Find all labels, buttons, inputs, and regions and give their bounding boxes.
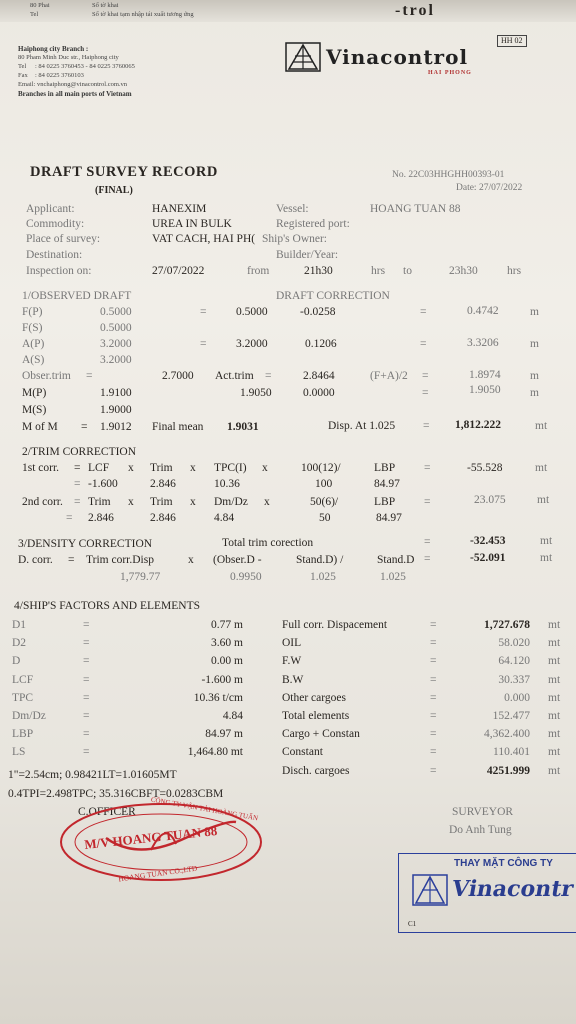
strip-text-b: Tel — [30, 11, 39, 18]
ms-value: 1.9000 — [100, 404, 132, 416]
commodity-label: Commodity: — [26, 218, 85, 230]
eq-sign: = — [420, 338, 427, 350]
factor-label: D2 — [12, 637, 27, 649]
ap-label: A(P) — [22, 338, 45, 350]
trim-corr-disp-label: Trim corr.Disp — [86, 554, 154, 566]
fifty-6-label: 50(6)/ — [310, 496, 339, 508]
unit-mt: mt — [548, 655, 561, 667]
eq-sign: = — [83, 692, 90, 704]
ship-factors-heading: 4/SHIP'S FACTORS AND ELEMENTS — [14, 600, 200, 612]
eq-sign: = — [424, 553, 431, 565]
mp-label: M(P) — [22, 387, 47, 399]
ship-stamp-ring-top: CÔNG TY VẬN TẢI HOÀNG TUẤN — [150, 795, 259, 823]
times-sign: x — [262, 462, 268, 474]
form-code: HH 02 — [497, 35, 527, 47]
unit-mt: mt — [548, 765, 561, 777]
lbp-label: LBP — [374, 462, 396, 474]
to-label: to — [403, 265, 412, 277]
eq-sign: = — [430, 655, 437, 667]
disp-label: Disp. At 1.025 — [328, 420, 396, 432]
unit-mt: mt — [548, 692, 561, 704]
applicant-label: Applicant: — [26, 203, 75, 215]
stand-d-label-2: Stand.D — [377, 554, 415, 566]
eq-sign: = — [423, 420, 430, 432]
factor-value: 10.36 t/cm — [193, 692, 243, 704]
act-trim-label: Act.trim — [215, 370, 254, 382]
from-label: from — [247, 265, 270, 277]
factor-value: 1,464.80 mt — [187, 746, 243, 758]
eq-sign: = — [200, 306, 207, 318]
eq-sign: = — [86, 370, 93, 382]
f-average: 0.5000 — [236, 306, 268, 318]
trim-label: Trim — [88, 496, 111, 508]
factor-label: LBP — [12, 728, 34, 740]
eq-sign: = — [68, 554, 75, 566]
eq-sign: = — [422, 370, 429, 382]
eq-sign: = — [74, 496, 81, 508]
final-mean-value: 1.9031 — [227, 421, 259, 433]
unit-mt: mt — [537, 494, 550, 506]
density-corr-value: -52.091 — [470, 552, 506, 564]
vessel-label: Vessel: — [276, 203, 309, 215]
place-label: Place of survey: — [26, 233, 101, 245]
stand-d-value: 1.025 — [310, 571, 336, 583]
eq-sign: = — [422, 387, 429, 399]
element-value: 4251.999 — [486, 765, 530, 777]
unit-m: m — [530, 338, 539, 350]
element-value: 0.000 — [504, 692, 530, 704]
surveyor-label: SURVEYOR — [452, 806, 514, 818]
factor-value: 0.00 m — [211, 655, 243, 667]
mp-value: 1.9100 — [100, 387, 132, 399]
total-trim-corr-label: Total trim corection — [222, 537, 314, 549]
place-value: VAT CACH, HAI PH( — [152, 233, 256, 245]
lbp-value: 84.97 — [374, 478, 400, 490]
vinacontrol-stamp-logo-icon — [412, 874, 448, 906]
fs-label: F(S) — [22, 322, 43, 334]
ship-owner-label: Ship's Owner: — [262, 233, 328, 245]
fifty-value: 50 — [319, 512, 331, 524]
tpc-label: TPC(I) — [214, 462, 247, 474]
eq-sign: = — [430, 637, 437, 649]
fax-label: Fax — [18, 72, 28, 79]
eq-sign: = — [430, 710, 437, 722]
applicant-value: HANEXIM — [152, 203, 207, 215]
strip-text-e: -trol — [395, 2, 435, 19]
unit-mt: mt — [540, 552, 553, 564]
unit-mt: mt — [548, 728, 561, 740]
vinacontrol-logo-icon — [285, 42, 321, 72]
to-time: 23h30 — [449, 265, 478, 277]
density-correction-heading: 3/DENSITY CORRECTION — [18, 538, 153, 550]
logo-subtitle: HAI PHONG — [428, 70, 472, 76]
ms-label: M(S) — [22, 404, 47, 416]
tpc-value: 10.36 — [214, 478, 240, 490]
top-form-strip — [0, 0, 576, 22]
element-label: OIL — [282, 637, 302, 649]
factor-label: D — [12, 655, 21, 667]
eq-sign: = — [81, 421, 88, 433]
blue-stamp-wordmark: Vinacontr — [449, 876, 576, 902]
blue-stamp-caption: THAY MẶT CÔNG TY — [454, 858, 553, 869]
fax-value: : 84 0225 3760103 — [35, 72, 84, 79]
m-result: 1.9050 — [469, 384, 501, 396]
as-value: 3.2000 — [100, 354, 132, 366]
element-label: Other cargoes — [282, 692, 346, 704]
m-average: 1.9050 — [240, 387, 272, 399]
eq-sign: = — [83, 710, 90, 722]
fs-value: 0.5000 — [100, 322, 132, 334]
eq-sign: = — [74, 478, 81, 490]
times-sign: x — [188, 554, 194, 566]
unit-mt: mt — [548, 746, 561, 758]
branch-address: 80 Pham Minh Duc str., Haiphong city — [18, 54, 119, 61]
unit-mt: mt — [548, 619, 561, 631]
eq-sign: = — [430, 692, 437, 704]
eq-sign: = — [424, 496, 431, 508]
eq-sign: = — [430, 746, 437, 758]
conversion-line-2: 0.4TPI=2.498TPC; 35.316CBFT=0.0283CBM — [8, 788, 224, 800]
document-title: DRAFT SURVEY RECORD — [30, 164, 218, 180]
unit-m: m — [530, 370, 539, 382]
eq-sign: = — [83, 728, 90, 740]
m-of-m-label: M of M — [22, 421, 58, 433]
ship-stamp-name: M/V HOANG TUAN 88 — [83, 823, 218, 852]
ship-stamp-ring-bottom: HOANG TUAN CO.,LTD — [117, 863, 198, 884]
unit-mt: mt — [535, 462, 548, 474]
m-correction: 0.0000 — [303, 387, 335, 399]
record-number: No. 22C03HHGHH00393-01 — [392, 170, 505, 180]
eq-sign: = — [420, 306, 427, 318]
times-sign: x — [190, 496, 196, 508]
as-label: A(S) — [22, 354, 45, 366]
inspection-label: Inspection on: — [26, 265, 92, 277]
trim-value-2a: 2.846 — [88, 512, 114, 524]
blue-stamp-code: C1 — [408, 920, 417, 928]
hundred-12-label: 100(12)/ — [301, 462, 341, 474]
lcf-value: -1.600 — [88, 478, 118, 490]
trim-label: Trim — [150, 496, 173, 508]
total-trim-corr-value: -32.453 — [470, 535, 506, 547]
unit-mt: mt — [548, 710, 561, 722]
document-subtitle: (FINAL) — [95, 185, 133, 196]
obser-trim-label: Obser.trim — [22, 370, 71, 382]
factor-label: Dm/Dz — [12, 710, 46, 722]
dmdz-value: 4.84 — [214, 512, 235, 524]
factor-value: 84.97 m — [205, 728, 243, 740]
dmdz-label: Dm/Dz — [214, 496, 248, 508]
ap-value: 3.2000 — [100, 338, 132, 350]
registered-port-label: Registered port: — [276, 218, 350, 230]
tel-label: Tel — [18, 63, 27, 70]
final-mean-label: Final mean — [152, 421, 204, 433]
lcf-label: LCF — [88, 462, 110, 474]
f-result: 0.4742 — [467, 305, 499, 317]
element-value: 1,727.678 — [484, 619, 530, 631]
fp-value: 0.5000 — [100, 306, 132, 318]
fa2-label: (F+A)/2 — [370, 370, 408, 382]
chief-officer-label: C.OFFICER — [78, 806, 136, 818]
times-sign: x — [264, 496, 270, 508]
element-value: 58.020 — [498, 637, 530, 649]
unit-mt: mt — [548, 674, 561, 686]
times-sign: x — [190, 462, 196, 474]
eq-sign: = — [83, 619, 90, 631]
email: Email: vnchaiphong@vinacontrol.com.vn — [18, 81, 128, 88]
eq-sign: = — [430, 619, 437, 631]
inspection-date: 27/07/2022 — [152, 265, 205, 277]
strip-text-d: Số tờ khai tạm nhập tái xuất tương ứng — [92, 11, 194, 18]
eq-sign: = — [200, 338, 207, 350]
builder-label: Builder/Year: — [276, 249, 339, 261]
factor-value: -1.600 m — [201, 674, 243, 686]
unit-mt: mt — [540, 535, 553, 547]
eq-sign: = — [430, 728, 437, 740]
second-corr-label: 2nd corr. — [22, 496, 63, 508]
destination-label: Destination: — [26, 249, 83, 261]
eq-sign: = — [83, 746, 90, 758]
f-correction: -0.0258 — [300, 306, 336, 318]
stand-d-value-2: 1.025 — [380, 571, 406, 583]
element-label: Cargo + Constan — [282, 728, 360, 740]
a-result: 3.3206 — [467, 337, 499, 349]
factor-label: TPC — [12, 692, 34, 704]
factor-label: LS — [12, 746, 26, 758]
eq-sign: = — [430, 765, 437, 777]
element-label: Disch. cargoes — [282, 765, 350, 777]
trim-value-2b: 2.846 — [150, 512, 176, 524]
branches-note: Branches in all main ports of Vietnam — [18, 90, 132, 98]
eq-sign: = — [83, 674, 90, 686]
d-corr-label: D. corr. — [18, 554, 53, 566]
eq-sign: = — [424, 462, 431, 474]
eq-sign: = — [66, 512, 73, 524]
factor-label: D1 — [12, 619, 27, 631]
first-corr-label: 1st corr. — [22, 462, 60, 474]
obser-d-value: 0.9950 — [230, 571, 262, 583]
commodity-value: UREA IN BULK — [152, 218, 232, 230]
m-of-m-value: 1.9012 — [100, 421, 132, 433]
eq-sign: = — [430, 674, 437, 686]
vessel-value: HOANG TUAN 88 — [370, 203, 461, 215]
trim-correction-heading: 2/TRIM CORRECTION — [22, 446, 137, 458]
second-corr-result: 23.075 — [474, 494, 506, 506]
element-label: F.W — [282, 655, 302, 667]
obser-d-label: (Obser.D - — [213, 554, 262, 566]
fa2-value: 1.8974 — [469, 369, 501, 381]
conversion-line-1: 1"=2.54cm; 0.98421LT=1.01605MT — [8, 769, 177, 781]
record-date: Date: 27/07/2022 — [456, 183, 523, 193]
eq-sign: = — [83, 655, 90, 667]
hrs-label-1: hrs — [371, 265, 386, 277]
observed-draft-heading: 1/OBSERVED DRAFT — [22, 290, 132, 302]
trim-value: 2.846 — [150, 478, 176, 490]
stand-d-label: Stand.D) / — [296, 554, 344, 566]
factor-value: 4.84 — [222, 710, 243, 722]
trim-label: Trim — [150, 462, 173, 474]
lbp-label: LBP — [374, 496, 396, 508]
eq-sign: = — [74, 462, 81, 474]
a-average: 3.2000 — [236, 338, 268, 350]
first-corr-result: -55.528 — [467, 462, 503, 474]
from-time: 21h30 — [304, 265, 333, 277]
element-value: 152.477 — [492, 710, 530, 722]
a-correction: 0.1206 — [305, 338, 337, 350]
factor-label: LCF — [12, 674, 34, 686]
unit-m: m — [530, 306, 539, 318]
lbp-value: 84.97 — [376, 512, 402, 524]
eq-sign: = — [424, 536, 431, 548]
times-sign: x — [128, 462, 134, 474]
eq-sign: = — [83, 637, 90, 649]
eq-sign: = — [265, 370, 272, 382]
element-value: 4,362.400 — [484, 728, 530, 740]
trim-corr-disp-value: 1,779.77 — [120, 571, 161, 583]
factor-value: 3.60 m — [211, 637, 243, 649]
surveyor-name: Do Anh Tung — [449, 824, 512, 836]
element-label: Full corr. Dispacement — [282, 619, 388, 631]
tel-value: : 84 0225 3760453 - 84 0225 3760065 — [35, 63, 135, 70]
strip-text-a: 80 Phai — [30, 2, 50, 9]
strip-text-c: Số tờ khai — [92, 2, 119, 9]
element-value: 30.337 — [498, 674, 530, 686]
obser-trim-value: 2.7000 — [162, 370, 194, 382]
unit-m: m — [530, 387, 539, 399]
unit-mt: mt — [548, 637, 561, 649]
hundred-value: 100 — [315, 478, 333, 490]
fp-label: F(P) — [22, 306, 43, 318]
displacement-value: 1,812.222 — [455, 419, 501, 431]
act-trim-value: 2.8464 — [303, 370, 335, 382]
element-value: 110.401 — [493, 746, 530, 758]
element-label: Constant — [282, 746, 323, 758]
logo-wordmark: Vinacontrol — [326, 45, 469, 69]
factor-value: 0.77 m — [211, 619, 243, 631]
unit-mt: mt — [535, 420, 548, 432]
element-label: Total elements — [282, 710, 350, 722]
times-sign: x — [128, 496, 134, 508]
draft-correction-heading: DRAFT CORRECTION — [276, 290, 390, 302]
hrs-label-2: hrs — [507, 265, 522, 277]
branch-name: Haiphong city Branch : — [18, 45, 89, 53]
element-label: B.W — [282, 674, 304, 686]
element-value: 64.120 — [498, 655, 530, 667]
